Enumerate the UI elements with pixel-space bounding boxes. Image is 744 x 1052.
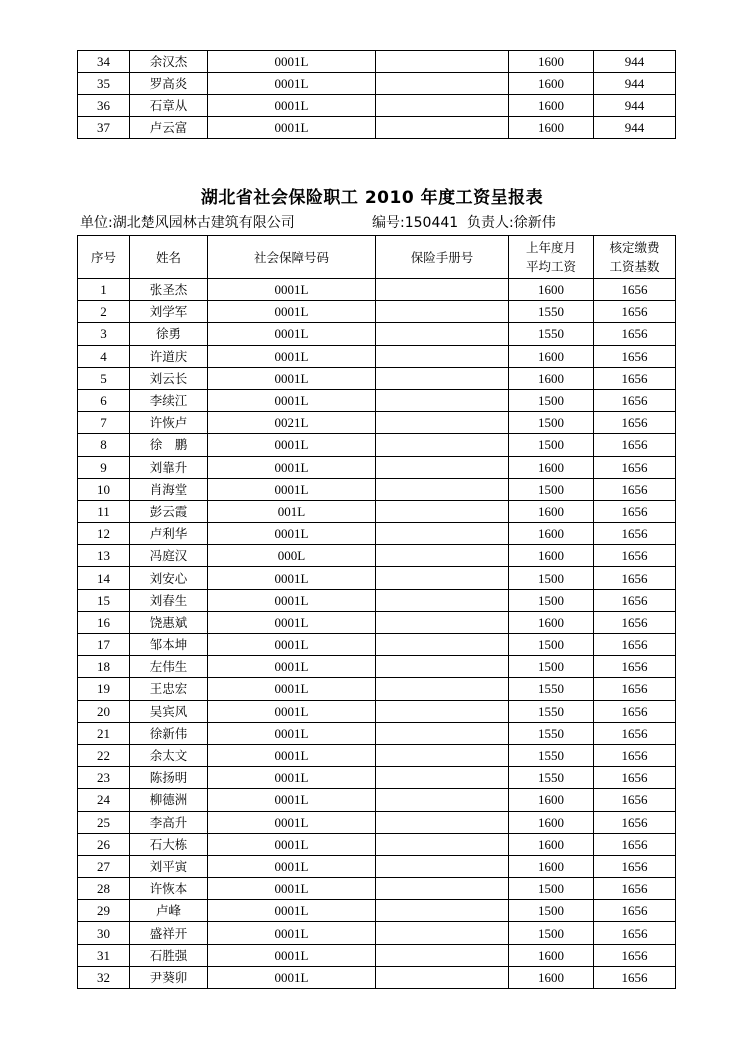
continued-table: [77, 50, 676, 139]
cell-base-wage: 1656: [594, 656, 676, 678]
report-title: 湖北省社会保险职工 2010 年度工资呈报表: [200, 188, 544, 208]
cell-ss-number: 0001L: [208, 722, 376, 744]
cell-avg-wage: 1550: [509, 323, 594, 345]
cell-no: 36: [78, 95, 130, 117]
cell-book-number: [376, 95, 509, 117]
cell-book-number: [376, 744, 509, 766]
cell-name: 饶惠斌: [130, 611, 208, 633]
table-row: [78, 878, 676, 900]
cell-name: 石大栋: [130, 833, 208, 855]
cell-base-wage: 1656: [594, 412, 676, 434]
header-base-wage-line2: 工资基数: [609, 259, 660, 274]
cell-name: 徐新伟: [130, 722, 208, 744]
table-row: [78, 700, 676, 722]
cell-no: 21: [78, 722, 130, 744]
table-row: [78, 456, 676, 478]
cell-ss-number: 0001L: [208, 345, 376, 367]
cell-no: 25: [78, 811, 130, 833]
cell-ss-number: 0001L: [208, 811, 376, 833]
cell-avg-wage: 1500: [509, 656, 594, 678]
table-row: [78, 944, 676, 966]
cell-no: 2: [78, 301, 130, 323]
cell-name: 徐 鹏: [130, 434, 208, 456]
cell-base-wage: 1656: [594, 367, 676, 389]
cell-book-number: [376, 279, 509, 301]
cell-ss-number: 0001L: [208, 589, 376, 611]
cell-book-number: [376, 966, 509, 988]
cell-book-number: [376, 767, 509, 789]
cell-base-wage: 1656: [594, 279, 676, 301]
cell-base-wage: 1656: [594, 855, 676, 877]
cell-avg-wage: 1500: [509, 878, 594, 900]
header-avg-wage-line1: 上年度月: [525, 240, 576, 255]
cell-base-wage: 1656: [594, 678, 676, 700]
wage-table: [77, 235, 676, 989]
cell-name: 刘春生: [130, 589, 208, 611]
cell-name: 李续江: [130, 389, 208, 411]
table-row: [78, 434, 676, 456]
header-no: 序号: [78, 236, 130, 279]
cell-ss-number: 0021L: [208, 412, 376, 434]
cell-name: 尹葵卯: [130, 966, 208, 988]
cell-name: 刘安心: [130, 567, 208, 589]
cell-ss-number: 0001L: [208, 634, 376, 656]
cell-avg-wage: 1600: [509, 811, 594, 833]
cell-base-wage: 1656: [594, 744, 676, 766]
unit-label: 单位:湖北楚风园林古建筑有限公司: [80, 215, 295, 231]
cell-no: 18: [78, 656, 130, 678]
cell-ss-number: 0001L: [208, 95, 376, 117]
cell-ss-number: 0001L: [208, 966, 376, 988]
cell-no: 16: [78, 611, 130, 633]
table-row: [78, 722, 676, 744]
cell-ss-number: 0001L: [208, 389, 376, 411]
cell-ss-number: 0001L: [208, 434, 376, 456]
cell-ss-number: 0001L: [208, 656, 376, 678]
cell-avg-wage: 1500: [509, 634, 594, 656]
cell-no: 4: [78, 345, 130, 367]
cell-ss-number: 0001L: [208, 567, 376, 589]
cell-ss-number: 0001L: [208, 523, 376, 545]
cell-book-number: [376, 73, 509, 95]
cell-book-number: [376, 523, 509, 545]
table-row: [78, 589, 676, 611]
cell-avg-wage: 1600: [509, 279, 594, 301]
cell-name: 许恢卢: [130, 412, 208, 434]
cell-avg-wage: 1600: [509, 117, 594, 139]
cell-name: 刘云长: [130, 367, 208, 389]
cell-name: 卢峰: [130, 900, 208, 922]
cell-book-number: [376, 789, 509, 811]
cell-no: 19: [78, 678, 130, 700]
cell-name: 陈扬明: [130, 767, 208, 789]
cell-name: 左伟生: [130, 656, 208, 678]
cell-book-number: [376, 589, 509, 611]
cell-no: 35: [78, 73, 130, 95]
table-row: [78, 345, 676, 367]
cell-ss-number: 0001L: [208, 51, 376, 73]
cell-avg-wage: 1550: [509, 744, 594, 766]
cell-avg-wage: 1600: [509, 611, 594, 633]
cell-avg-wage: 1500: [509, 589, 594, 611]
table-row: [78, 478, 676, 500]
cell-no: 17: [78, 634, 130, 656]
cell-no: 10: [78, 478, 130, 500]
cell-base-wage: 1656: [594, 545, 676, 567]
cell-avg-wage: 1600: [509, 367, 594, 389]
cell-name: 石胜强: [130, 944, 208, 966]
table-row: [78, 789, 676, 811]
table-row: [78, 500, 676, 522]
cell-base-wage: 944: [594, 117, 676, 139]
cell-ss-number: 0001L: [208, 700, 376, 722]
cell-base-wage: 944: [594, 95, 676, 117]
cell-base-wage: 1656: [594, 611, 676, 633]
cell-book-number: [376, 656, 509, 678]
cell-book-number: [376, 389, 509, 411]
table-row: [78, 678, 676, 700]
cell-avg-wage: 1600: [509, 51, 594, 73]
cell-book-number: [376, 700, 509, 722]
cell-book-number: [376, 456, 509, 478]
cell-avg-wage: 1600: [509, 95, 594, 117]
cell-avg-wage: 1600: [509, 855, 594, 877]
cell-book-number: [376, 434, 509, 456]
cell-avg-wage: 1500: [509, 389, 594, 411]
responsible-label: 负责人:徐新伟: [467, 215, 556, 231]
header-ss-number: 社会保障号码: [208, 236, 376, 279]
header-avg-wage: [509, 236, 594, 279]
cell-ss-number: 0001L: [208, 944, 376, 966]
cell-base-wage: 1656: [594, 500, 676, 522]
cell-name: 肖海堂: [130, 478, 208, 500]
cell-avg-wage: 1550: [509, 700, 594, 722]
cell-no: 30: [78, 922, 130, 944]
table-row: [78, 611, 676, 633]
cell-no: 32: [78, 966, 130, 988]
cell-avg-wage: 1500: [509, 412, 594, 434]
cell-no: 1: [78, 279, 130, 301]
table-row: [78, 73, 676, 95]
table-row: [78, 95, 676, 117]
cell-book-number: [376, 301, 509, 323]
cell-avg-wage: 1500: [509, 567, 594, 589]
cell-base-wage: 1656: [594, 301, 676, 323]
cell-name: 余汉杰: [130, 51, 208, 73]
cell-base-wage: 944: [594, 73, 676, 95]
table-row: [78, 966, 676, 988]
cell-ss-number: 0001L: [208, 117, 376, 139]
cell-avg-wage: 1600: [509, 833, 594, 855]
cell-base-wage: 1656: [594, 389, 676, 411]
table-row: [78, 301, 676, 323]
cell-name: 彭云霞: [130, 500, 208, 522]
cell-ss-number: 0001L: [208, 301, 376, 323]
cell-avg-wage: 1600: [509, 523, 594, 545]
cell-avg-wage: 1600: [509, 456, 594, 478]
cell-base-wage: 1656: [594, 634, 676, 656]
cell-no: 20: [78, 700, 130, 722]
cell-book-number: [376, 944, 509, 966]
cell-avg-wage: 1550: [509, 722, 594, 744]
cell-name: 柳德洲: [130, 789, 208, 811]
cell-no: 13: [78, 545, 130, 567]
cell-book-number: [376, 922, 509, 944]
table-row: [78, 567, 676, 589]
table-row: [78, 367, 676, 389]
cell-avg-wage: 1500: [509, 434, 594, 456]
cell-no: 11: [78, 500, 130, 522]
cell-base-wage: 1656: [594, 456, 676, 478]
cell-book-number: [376, 811, 509, 833]
cell-book-number: [376, 367, 509, 389]
cell-name: 罗高炎: [130, 73, 208, 95]
cell-no: 5: [78, 367, 130, 389]
cell-avg-wage: 1600: [509, 73, 594, 95]
cell-name: 张圣杰: [130, 279, 208, 301]
cell-base-wage: 944: [594, 51, 676, 73]
table-row: [78, 811, 676, 833]
cell-base-wage: 1656: [594, 900, 676, 922]
cell-name: 余太文: [130, 744, 208, 766]
cell-base-wage: 1656: [594, 922, 676, 944]
table-row: [78, 855, 676, 877]
table-row: [78, 412, 676, 434]
cell-no: 3: [78, 323, 130, 345]
cell-base-wage: 1656: [594, 567, 676, 589]
table-row: [78, 900, 676, 922]
cell-name: 徐勇: [130, 323, 208, 345]
cell-no: 15: [78, 589, 130, 611]
table-row: [78, 279, 676, 301]
cell-base-wage: 1656: [594, 944, 676, 966]
cell-name: 卢云富: [130, 117, 208, 139]
cell-name: 许恢本: [130, 878, 208, 900]
cell-ss-number: 0001L: [208, 73, 376, 95]
cell-ss-number: 0001L: [208, 833, 376, 855]
cell-no: 34: [78, 51, 130, 73]
cell-avg-wage: 1600: [509, 944, 594, 966]
cell-avg-wage: 1550: [509, 301, 594, 323]
cell-name: 刘平寅: [130, 855, 208, 877]
cell-base-wage: 1656: [594, 478, 676, 500]
cell-book-number: [376, 878, 509, 900]
cell-no: 29: [78, 900, 130, 922]
table-row: [78, 833, 676, 855]
cell-no: 14: [78, 567, 130, 589]
cell-book-number: [376, 634, 509, 656]
cell-base-wage: 1656: [594, 767, 676, 789]
cell-book-number: [376, 900, 509, 922]
cell-book-number: [376, 51, 509, 73]
cell-name: 冯庭汉: [130, 545, 208, 567]
table-row: [78, 634, 676, 656]
cell-no: 27: [78, 855, 130, 877]
header-avg-wage-line2: 平均工资: [525, 259, 576, 274]
cell-book-number: [376, 345, 509, 367]
cell-ss-number: 0001L: [208, 456, 376, 478]
cell-base-wage: 1656: [594, 323, 676, 345]
cell-avg-wage: 1550: [509, 767, 594, 789]
cell-book-number: [376, 855, 509, 877]
cell-base-wage: 1656: [594, 700, 676, 722]
table-row: [78, 744, 676, 766]
cell-avg-wage: 1500: [509, 478, 594, 500]
cell-ss-number: 0001L: [208, 478, 376, 500]
cell-ss-number: 0001L: [208, 900, 376, 922]
cell-ss-number: 0001L: [208, 279, 376, 301]
cell-book-number: [376, 678, 509, 700]
cell-book-number: [376, 117, 509, 139]
cell-name: 李高升: [130, 811, 208, 833]
cell-no: 6: [78, 389, 130, 411]
table-row: [78, 545, 676, 567]
cell-ss-number: 0001L: [208, 323, 376, 345]
cell-base-wage: 1656: [594, 811, 676, 833]
cell-book-number: [376, 833, 509, 855]
table-header-row: [78, 236, 676, 279]
cell-book-number: [376, 722, 509, 744]
cell-base-wage: 1656: [594, 722, 676, 744]
cell-base-wage: 1656: [594, 589, 676, 611]
cell-base-wage: 1656: [594, 789, 676, 811]
table-row: [78, 117, 676, 139]
cell-book-number: [376, 323, 509, 345]
cell-book-number: [376, 412, 509, 434]
cell-base-wage: 1656: [594, 345, 676, 367]
cell-avg-wage: 1600: [509, 789, 594, 811]
cell-ss-number: 0001L: [208, 855, 376, 877]
cell-ss-number: 000L: [208, 545, 376, 567]
cell-base-wage: 1656: [594, 833, 676, 855]
cell-name: 石章从: [130, 95, 208, 117]
table-row: [78, 323, 676, 345]
cell-name: 盛祥开: [130, 922, 208, 944]
cell-name: 卢利华: [130, 523, 208, 545]
cell-base-wage: 1656: [594, 523, 676, 545]
cell-no: 23: [78, 767, 130, 789]
cell-no: 9: [78, 456, 130, 478]
cell-ss-number: 0001L: [208, 922, 376, 944]
cell-no: 22: [78, 744, 130, 766]
cell-avg-wage: 1600: [509, 966, 594, 988]
cell-no: 26: [78, 833, 130, 855]
header-base-wage-line1: 核定缴费: [609, 240, 660, 255]
table-row: [78, 656, 676, 678]
cell-no: 31: [78, 944, 130, 966]
header-name: 姓名: [130, 236, 208, 279]
cell-name: 许道庆: [130, 345, 208, 367]
table-row: [78, 767, 676, 789]
cell-base-wage: 1656: [594, 434, 676, 456]
cell-avg-wage: 1600: [509, 545, 594, 567]
header-book-number: 保险手册号: [376, 236, 509, 279]
cell-name: 邹本坤: [130, 634, 208, 656]
cell-ss-number: 0001L: [208, 878, 376, 900]
table-row: [78, 389, 676, 411]
cell-no: 28: [78, 878, 130, 900]
cell-ss-number: 0001L: [208, 367, 376, 389]
cell-ss-number: 0001L: [208, 744, 376, 766]
cell-no: 24: [78, 789, 130, 811]
cell-book-number: [376, 500, 509, 522]
cell-no: 7: [78, 412, 130, 434]
cell-name: 刘靠升: [130, 456, 208, 478]
cell-book-number: [376, 478, 509, 500]
cell-base-wage: 1656: [594, 878, 676, 900]
cell-ss-number: 001L: [208, 500, 376, 522]
cell-name: 吴宾风: [130, 700, 208, 722]
cell-book-number: [376, 567, 509, 589]
cell-no: 8: [78, 434, 130, 456]
header-base-wage: [594, 236, 676, 279]
cell-avg-wage: 1550: [509, 678, 594, 700]
cell-ss-number: 0001L: [208, 767, 376, 789]
table-row: [78, 51, 676, 73]
table-row: [78, 523, 676, 545]
cell-ss-number: 0001L: [208, 678, 376, 700]
cell-avg-wage: 1500: [509, 900, 594, 922]
cell-avg-wage: 1600: [509, 500, 594, 522]
cell-name: 刘学军: [130, 301, 208, 323]
cell-base-wage: 1656: [594, 966, 676, 988]
cell-avg-wage: 1500: [509, 922, 594, 944]
cell-no: 37: [78, 117, 130, 139]
cell-book-number: [376, 545, 509, 567]
code-label: 编号:150441: [372, 215, 459, 231]
cell-no: 12: [78, 523, 130, 545]
cell-ss-number: 0001L: [208, 789, 376, 811]
cell-avg-wage: 1600: [509, 345, 594, 367]
cell-ss-number: 0001L: [208, 611, 376, 633]
table-row: [78, 922, 676, 944]
cell-name: 王忠宏: [130, 678, 208, 700]
cell-book-number: [376, 611, 509, 633]
